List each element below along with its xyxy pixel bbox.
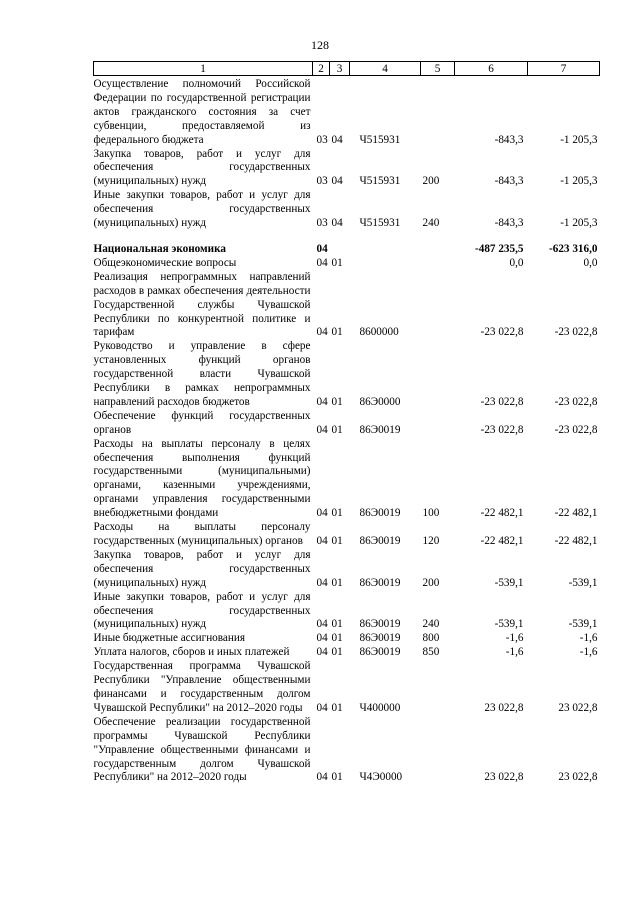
row-target-article: 86Э0019	[359, 535, 401, 547]
row-subsection: 04	[331, 133, 343, 146]
row-expense-type: 200	[422, 576, 440, 589]
row-section: 04	[316, 632, 328, 645]
header-col-7: 7	[528, 62, 600, 76]
row-amount-2: -623 316,0	[549, 242, 598, 255]
row-name: Государственная программа Чувашской Республики "Управление общественными финансами и государственным долгом Чувашской Республики" на 2012–2020 годы	[93, 660, 311, 714]
row-section: 04	[316, 326, 328, 339]
row-target-article: 86Э0019	[359, 618, 401, 631]
row-target-article: Ч515931	[359, 217, 401, 230]
header-col-3: 3	[330, 62, 350, 76]
table-row	[94, 591, 600, 633]
table-row	[94, 660, 600, 716]
row-section: 04	[316, 646, 328, 659]
row-name: Обеспечение функций государственных органов	[93, 409, 311, 436]
table-row	[94, 646, 600, 660]
table-row	[94, 271, 600, 341]
row-amount-2: -1 205,3	[560, 133, 598, 146]
row-expense-type	[421, 76, 455, 148]
row-target-article: Ч4Э0000	[359, 771, 403, 784]
row-expense-type: 240	[422, 618, 440, 631]
row-expense-type	[421, 340, 455, 410]
row-target-article: 86Э0019	[359, 646, 401, 659]
row-name: Расходы на выплаты персоналу в целях обеспечения выполнения функций государственными (муниципальными) органами, казенными учреждениями, органами управления государственными внебюджетными фондами	[93, 437, 311, 520]
header-col-1: 1	[94, 62, 313, 76]
row-amount-2: -22 482,1	[554, 507, 598, 520]
table-row	[94, 549, 600, 591]
row-amount-2: -1 205,3	[560, 175, 598, 188]
row-expense-type	[421, 257, 455, 271]
row-amount-1: -843,3	[494, 217, 524, 230]
row-amount-2: -1,6	[579, 632, 598, 645]
row-target-article: 86Э0019	[359, 423, 401, 436]
row-expense-type	[421, 243, 455, 257]
row-section: 04	[316, 395, 328, 408]
row-name: Закупка товаров, работ и услуг для обеспечения государственных (муниципальных) нужд	[93, 147, 311, 188]
spacer-row	[94, 231, 600, 243]
row-expense-type: 200	[422, 175, 440, 188]
row-expense-type	[421, 271, 455, 341]
row-amount-1: -539,1	[494, 576, 524, 589]
row-expense-type: 120	[422, 535, 440, 547]
row-target-article: 86Э0019	[359, 507, 401, 520]
row-section: 04	[316, 242, 328, 255]
row-amount-2: 23 022,8	[558, 701, 598, 714]
row-name: Осуществление полномочий Российской Федерации по государственной регистрации актов гражданского состояния за счет субвенции, предоставляемой из федерального бюджета	[93, 78, 311, 146]
row-amount-2: -23 022,8	[554, 423, 598, 436]
row-name: Иные закупки товаров, работ и услуг для обеспечения государственных (муниципальных) нужд	[93, 590, 311, 631]
row-subsection: 01	[331, 256, 343, 269]
row-section: 03	[316, 175, 328, 188]
row-subsection	[330, 243, 350, 257]
row-expense-type	[421, 660, 455, 716]
row-amount-1: -843,3	[494, 133, 524, 146]
row-subsection: 01	[331, 395, 343, 408]
table-row	[94, 716, 600, 786]
header-col-6: 6	[455, 62, 528, 76]
row-section: 04	[316, 256, 328, 269]
row-section: 04	[316, 507, 328, 520]
table-row	[94, 438, 600, 521]
row-section: 04	[316, 535, 328, 547]
row-amount-2: -1 205,3	[560, 217, 598, 230]
table-row	[94, 189, 600, 231]
row-name: Обеспечение реализации государственной программы Чувашской Республики "Управление общественными финансами и государственным долгом Чувашской Республики" на 2012–2020 годы	[93, 715, 311, 784]
row-amount-1: -22 482,1	[480, 507, 524, 520]
row-subsection: 01	[331, 507, 343, 520]
row-amount-2: 0,0	[583, 256, 598, 269]
row-subsection: 01	[331, 535, 343, 547]
row-target-article	[350, 243, 421, 257]
row-subsection: 01	[331, 701, 343, 714]
header-row	[94, 62, 600, 76]
row-expense-type: 240	[422, 217, 440, 230]
row-target-article: Ч515931	[359, 133, 401, 146]
row-name: Иные бюджетные ассигнования	[93, 632, 245, 645]
row-section: 04	[316, 701, 328, 714]
row-target-article: Ч515931	[359, 175, 401, 188]
row-amount-1: -487 235,5	[475, 242, 524, 255]
row-name: Иные закупки товаров, работ и услуг для обеспечения государственных (муниципальных) нужд	[93, 189, 311, 230]
row-subsection: 04	[331, 217, 343, 230]
row-target-article	[350, 257, 421, 271]
row-target-article: Ч400000	[359, 701, 401, 714]
header-col-2: 2	[313, 62, 330, 76]
row-subsection: 01	[331, 618, 343, 631]
table-row	[94, 148, 600, 190]
row-target-article: 86Э0019	[359, 576, 401, 589]
row-amount-2: -23 022,8	[554, 326, 598, 339]
row-amount-2: 23 022,8	[558, 771, 598, 784]
row-subsection: 04	[331, 175, 343, 188]
header-col-5: 5	[421, 62, 455, 76]
row-amount-1: 23 022,8	[484, 771, 524, 784]
row-name: Уплата налогов, сборов и иных платежей	[93, 646, 290, 659]
table-row	[94, 632, 600, 646]
row-amount-2: -23 022,8	[554, 395, 598, 408]
row-amount-1: -23 022,8	[480, 423, 524, 436]
row-amount-1: -539,1	[494, 618, 524, 631]
row-amount-1: -1,6	[505, 646, 524, 659]
row-amount-1: -23 022,8	[480, 326, 524, 339]
row-expense-type: 800	[422, 632, 440, 645]
row-target-article: 86Э0000	[359, 395, 401, 408]
row-expense-type	[421, 410, 455, 438]
row-name: Закупка товаров, работ и услуг для обеспечения государственных (муниципальных) нужд	[93, 548, 311, 589]
page-number: 128	[311, 38, 329, 52]
row-subsection: 01	[331, 423, 343, 436]
budget-table	[93, 61, 600, 785]
row-amount-2: -539,1	[568, 618, 598, 631]
table-row	[94, 410, 600, 438]
row-expense-type: 850	[422, 646, 440, 659]
row-name: Руководство и управление в сфере установленных функций органов государственной власти Чувашской Республики в рамках непрограммных направлений расходов бюджетов	[93, 340, 311, 408]
table-row	[94, 257, 600, 271]
header-col-4: 4	[350, 62, 421, 76]
row-subsection: 01	[331, 576, 343, 589]
row-target-article: 8600000	[359, 326, 399, 339]
row-name: Расходы на выплаты персоналу государственных (муниципальных) органов	[93, 521, 311, 547]
table-row-section-total	[94, 243, 600, 257]
row-subsection: 01	[331, 771, 343, 784]
row-amount-1: 0,0	[509, 256, 524, 269]
row-target-article: 86Э0019	[359, 632, 401, 645]
row-section: 04	[316, 618, 328, 631]
row-expense-type: 100	[422, 507, 440, 520]
row-amount-2: -1,6	[579, 646, 598, 659]
row-subsection: 01	[331, 632, 343, 645]
row-subsection: 01	[331, 646, 343, 659]
row-amount-1: -22 482,1	[480, 535, 524, 547]
row-name: Общеэкономические вопросы	[93, 256, 237, 269]
row-subsection: 01	[331, 326, 343, 339]
row-section: 03	[316, 133, 328, 146]
table-row	[94, 76, 600, 148]
row-section: 04	[316, 771, 328, 784]
table-row	[94, 340, 600, 410]
row-expense-type	[421, 716, 455, 786]
row-amount-1: -23 022,8	[480, 395, 524, 408]
row-amount-1: -843,3	[494, 175, 524, 188]
table-row	[94, 521, 600, 549]
row-amount-2: -22 482,1	[554, 535, 598, 547]
row-amount-2: -539,1	[568, 576, 598, 589]
row-amount-1: 23 022,8	[484, 701, 524, 714]
row-section: 03	[316, 217, 328, 230]
row-section: 04	[316, 576, 328, 589]
row-name: Реализация непрограммных направлений расходов в рамках обеспечения деятельности Государственной службы Чувашской Республики по конкурентной политике и тарифам	[93, 270, 311, 339]
row-name: Национальная экономика	[93, 242, 226, 255]
row-amount-1: -1,6	[505, 632, 524, 645]
row-section: 04	[316, 423, 328, 436]
